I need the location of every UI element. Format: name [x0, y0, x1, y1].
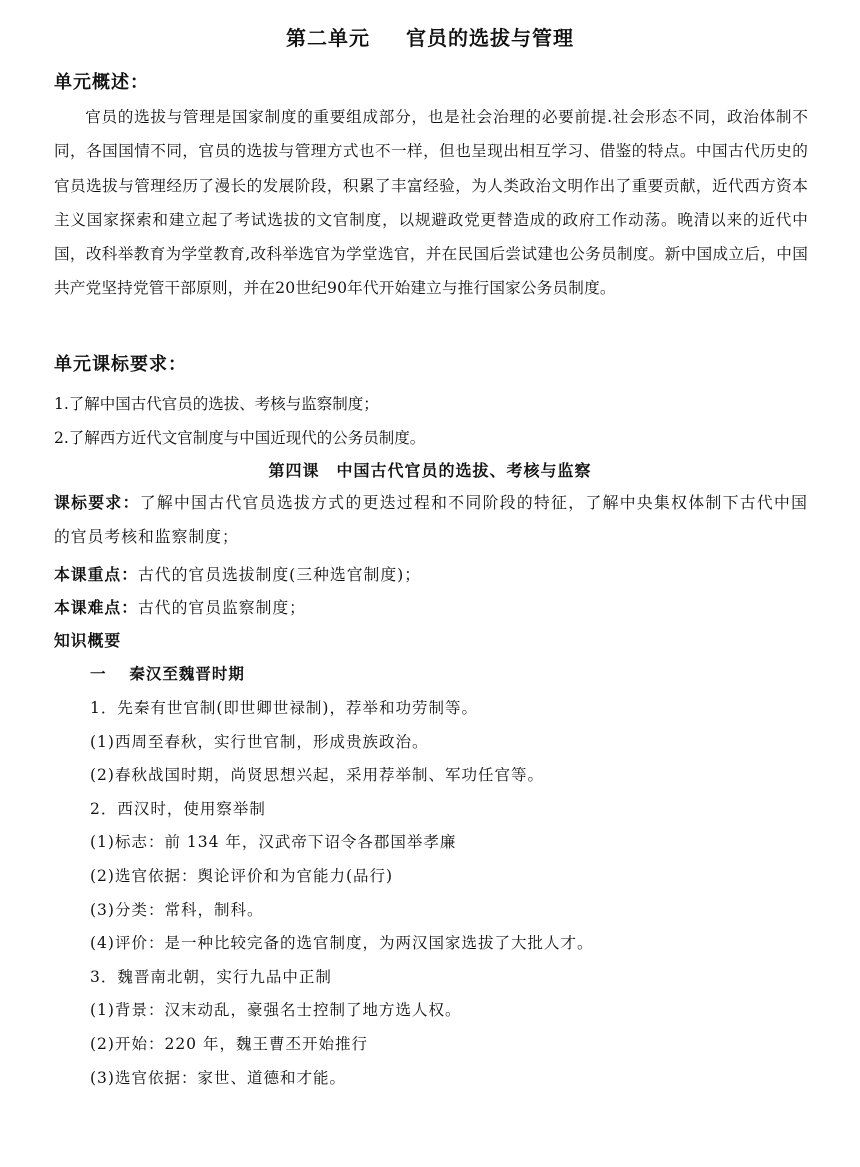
summary-line: (4)评价：是一种比较完备的选官制度，为两汉国家选拔了大批人才。: [90, 934, 594, 952]
summary-line: 1．先秦有世官制(即世卿世禄制)，荐举和功劳制等。: [90, 699, 478, 717]
summary-line: (3)分类：常科，制科。: [90, 901, 264, 919]
difficulty-label: 本课难点：: [54, 598, 138, 617]
summary-line: (1)标志：前 134 年，汉武帝下诏令各郡国举孝廉: [90, 833, 457, 851]
standards-item: 2.了解西方近代文官制度与中国近现代的公务员制度。: [54, 429, 426, 447]
requirement-label: 课标要求：: [54, 493, 140, 512]
summary-line: 3．魏晋南北朝，实行九品中正制: [90, 968, 332, 986]
summary-line: (1)西周至春秋，实行世官制，形成贵族政治。: [90, 733, 429, 751]
key-label: 本课重点：: [54, 565, 138, 584]
lesson-key-point: [54, 562, 421, 585]
summary-line: (1)背景：汉末动乱，豪强名士控制了地方选人权。: [90, 1001, 462, 1019]
summary-line: (2)开始：220 年，魏王曹丕开始推行: [90, 1035, 368, 1053]
unit-title: [0, 22, 860, 51]
section-heading: 一 秦汉至魏晋时期: [90, 664, 245, 683]
unit-title-topic: 官员的选拔与管理: [406, 26, 574, 50]
overview-heading: 单元概述：: [54, 72, 149, 93]
lesson-title: 第四课 中国古代官员的选拔、考核与监察: [268, 461, 592, 480]
difficulty-text: 古代的官员监察制度；: [138, 598, 306, 617]
lesson-difficulty: [54, 595, 306, 618]
summary-heading: 知识概要: [54, 631, 122, 650]
key-text: 古代的官员选拔制度(三种选官制度)；: [138, 565, 422, 584]
overview-paragraph: 官员的选拔与管理是国家制度的重要组成部分，也是社会治理的必要前提.社会形态不同，政治体制不同，各国国情不同，官员的选拔与管理方式也不一样，但也呈现出相互学习、借鉴的特点。中国古代历史的官员选拔与管理经历了漫长的发展阶段，积累了丰富经验，为人类政治文明作出了重要贡献，近代西方资本主义国家探索和建立起了考试选拔的文官制度，以规避政党更替造成的政府工作动荡。晚清以来的近代中国，改科举教育为学堂教育,改科举选官为学堂选官，并在民国后尝试建也公务员制度。新中国成立后，中国共产党坚持党管干部原则，并在20世纪90年代开始建立与推行国家公务员制度。: [54, 108, 808, 298]
summary-line: 2．西汉时，使用察举制: [90, 800, 266, 818]
standards-heading: 单元课标要求：: [54, 354, 187, 375]
summary-line: (3)选官依据：家世、道德和才能。: [90, 1069, 346, 1087]
requirement-text: 了解中国古代官员选拔方式的更迭过程和不同阶段的特征，了解中央集权体制下古代中国的官员考核和监察制度；: [54, 493, 808, 546]
standards-item: 1.了解中国古代官员的选拔、考核与监察制度；: [54, 395, 379, 413]
summary-line: (2)选官依据：舆论评价和为官能力(品行): [90, 867, 394, 885]
summary-line: (2)春秋战国时期，尚贤思想兴起，采用荐举制、军功任官等。: [90, 766, 544, 784]
lesson-requirement: [54, 486, 808, 553]
unit-title-number: 第二单元: [286, 26, 370, 50]
